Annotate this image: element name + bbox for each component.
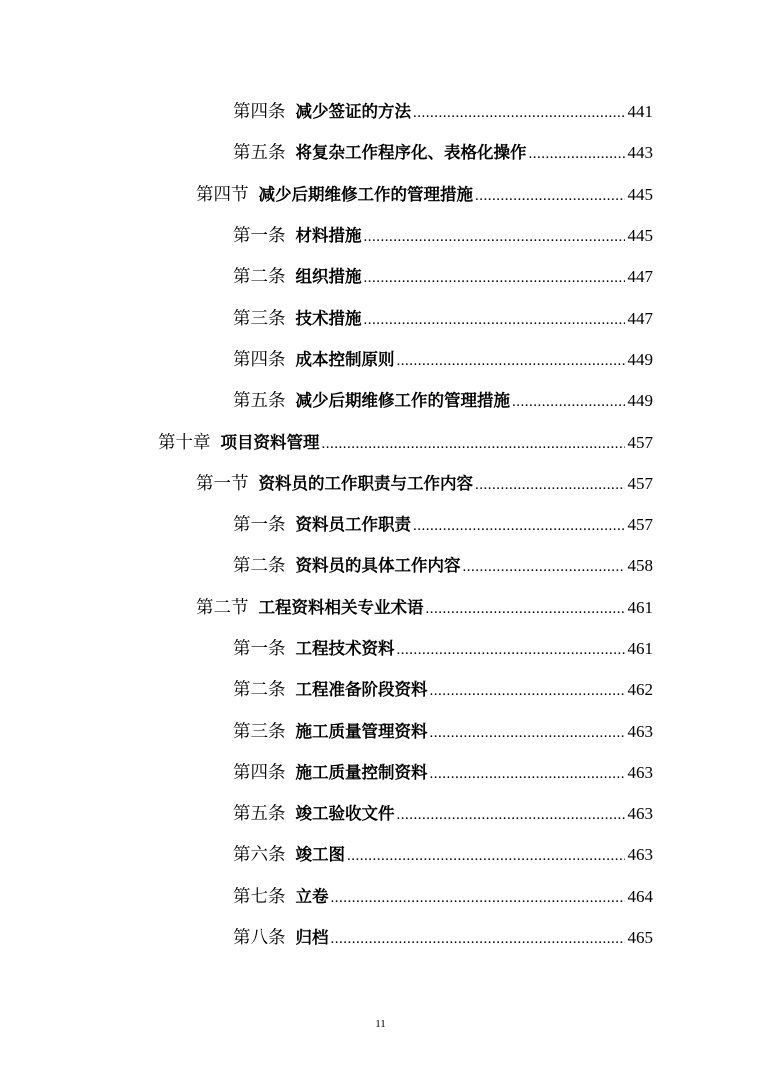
toc-entry-title: 工程准备阶段资料	[295, 680, 428, 700]
toc-entry-page: 457	[627, 515, 653, 535]
toc-dot-leader	[529, 146, 625, 163]
toc-entry[interactable]	[0, 90, 761, 131]
toc-dot-leader	[397, 353, 625, 370]
toc-entry-number: 第五条	[233, 804, 286, 825]
toc-entry-title: 竣工验收文件	[295, 804, 395, 824]
toc-entry-title: 组织措施	[295, 267, 362, 287]
toc-entry-title: 施工质量控制资料	[295, 762, 428, 782]
toc-entry-number: 第五条	[233, 391, 286, 412]
toc-entry[interactable]	[0, 173, 761, 214]
toc-entry[interactable]	[0, 379, 761, 420]
toc-entry-number: 第二条	[233, 680, 286, 701]
toc-entry-page: 461	[627, 639, 653, 658]
toc-entry-title: 减少后期维修工作的管理措施	[295, 391, 510, 411]
toc-dot-leader	[347, 848, 625, 865]
toc-entry-title: 减少后期维修工作的管理措施	[258, 184, 473, 204]
toc-dot-leader	[364, 229, 625, 246]
toc-entry[interactable]	[0, 255, 761, 296]
toc-entry-page: 447	[627, 267, 653, 287]
toc-dot-leader	[426, 601, 625, 618]
toc-entry-page: 463	[627, 762, 653, 782]
toc-entry-title: 成本控制原则	[295, 349, 395, 369]
toc-entry[interactable]	[0, 544, 761, 585]
toc-entry-number: 第四节	[196, 184, 249, 205]
toc-entry-number: 第四条	[233, 349, 286, 370]
toc-entry-page: 449	[627, 391, 653, 411]
toc-entry-title: 竣工图	[295, 845, 345, 865]
toc-entry-page: 441	[627, 102, 653, 122]
toc-dot-leader	[397, 807, 625, 824]
toc-dot-leader	[413, 518, 625, 535]
toc-entry-title: 工程资料相关专业术语	[258, 597, 424, 617]
toc-entry-page: 465	[627, 928, 653, 948]
toc-entry-title: 施工质量管理资料	[295, 721, 428, 741]
toc-entry-page: 445	[627, 226, 653, 246]
toc-dot-leader	[413, 105, 625, 122]
toc-entry-number: 第一条	[233, 639, 286, 659]
toc-entry-title: 项目资料管理	[220, 432, 320, 452]
toc-entry-number: 第三条	[233, 721, 286, 742]
toc-entry-page: 461	[627, 597, 653, 617]
toc-entry[interactable]	[0, 586, 761, 627]
toc-dot-leader	[331, 890, 625, 907]
toc-entry[interactable]	[0, 751, 761, 792]
toc-entry-number: 第一条	[233, 515, 286, 536]
toc-entry[interactable]	[0, 916, 761, 957]
toc-entry[interactable]	[0, 503, 761, 544]
toc-entry-page: 458	[627, 556, 653, 576]
toc-entry[interactable]	[0, 214, 761, 255]
toc-entry[interactable]	[0, 709, 761, 750]
toc-entry[interactable]	[0, 420, 761, 461]
toc-entry-title: 立卷	[295, 886, 329, 906]
toc-entry-page: 449	[627, 349, 653, 369]
toc-entry-title: 将复杂工作程序化、表格化操作	[295, 143, 527, 163]
toc-dot-leader	[322, 436, 625, 453]
toc-entry[interactable]	[0, 338, 761, 379]
toc-entry-page: 457	[627, 473, 653, 493]
toc-entry[interactable]	[0, 462, 761, 503]
toc-entry[interactable]	[0, 875, 761, 916]
toc-entry-title: 资料员的工作职责与工作内容	[258, 473, 473, 493]
toc-entry-number: 第一节	[196, 473, 249, 494]
toc-entry-number: 第二节	[196, 597, 249, 618]
toc-dot-leader	[397, 642, 625, 659]
toc-dot-leader	[463, 559, 625, 576]
toc-dot-leader	[364, 270, 625, 287]
toc-dot-leader	[430, 683, 625, 700]
toc-entry-number: 第四条	[233, 102, 286, 123]
toc-entry-title: 资料员工作职责	[295, 515, 411, 535]
toc-dot-leader	[475, 188, 625, 205]
toc-entry-number: 第二条	[233, 267, 286, 288]
toc-entry[interactable]	[0, 296, 761, 337]
toc-entry-number: 第十章	[158, 432, 211, 453]
toc-dot-leader	[430, 766, 625, 783]
toc-entry-number: 第五条	[233, 143, 286, 164]
toc-entry-title: 工程技术资料	[295, 639, 395, 658]
toc-entry-number: 第八条	[233, 928, 286, 949]
toc-entry[interactable]	[0, 668, 761, 709]
toc-entry-page: 457	[627, 432, 653, 452]
toc-entry[interactable]	[0, 131, 761, 172]
toc-entry-title: 技术措施	[295, 308, 362, 328]
toc-entry-page: 463	[627, 721, 653, 741]
toc-entry[interactable]	[0, 792, 761, 833]
toc-entry-title: 减少签证的方法	[295, 102, 411, 122]
toc-dot-leader	[512, 394, 625, 411]
toc-entry-title: 资料员的具体工作内容	[295, 556, 461, 576]
toc-entry-number: 第六条	[233, 845, 286, 866]
toc-entry-page: 462	[627, 680, 653, 700]
page-number: 11	[375, 1018, 386, 1030]
toc-entry-page: 463	[627, 804, 653, 824]
toc-entry-number: 第四条	[233, 762, 286, 783]
toc-entry-number: 第三条	[233, 308, 286, 329]
toc-dot-leader	[430, 725, 625, 742]
toc-entry-title: 材料措施	[295, 226, 362, 246]
toc-dot-leader	[475, 477, 625, 494]
toc-entry-title: 归档	[295, 928, 329, 948]
toc-entry-page: 445	[627, 184, 653, 204]
toc-entry-page: 443	[627, 143, 653, 163]
toc-dot-leader	[364, 312, 625, 329]
toc-entry-number: 第一条	[233, 226, 286, 247]
toc-entry-page: 447	[627, 308, 653, 328]
table-of-contents	[0, 90, 761, 957]
toc-entry[interactable]	[0, 627, 761, 668]
toc-entry-page: 463	[627, 845, 653, 865]
toc-dot-leader	[331, 931, 625, 948]
toc-entry-number: 第七条	[233, 886, 286, 907]
toc-entry-number: 第二条	[233, 556, 286, 577]
toc-entry[interactable]	[0, 833, 761, 874]
toc-entry-page: 464	[627, 886, 653, 906]
